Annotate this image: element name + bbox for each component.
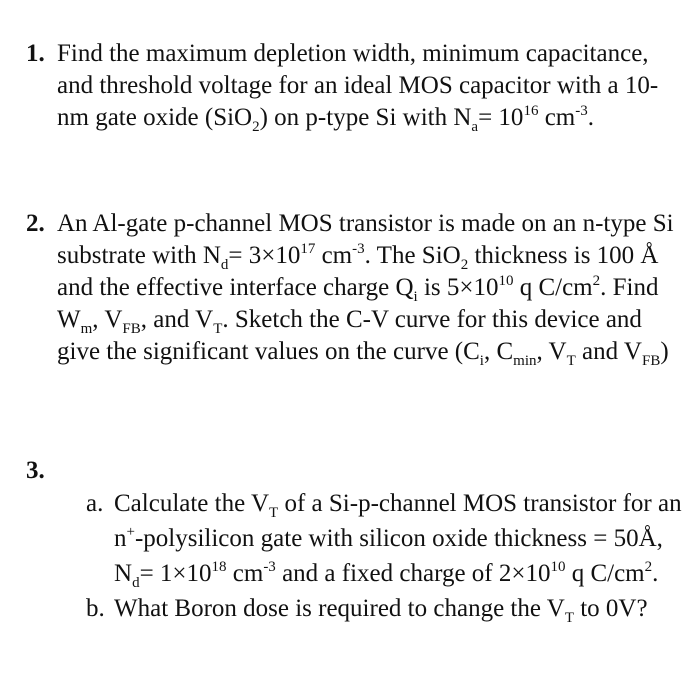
- part-a: a. Calculate the $V_T$ of a Si-p-channel MOS transistor for an n+-polysilicon gate with silicon oxide thickness = 50Å, $N_d= 1\times 10^{18}$ $cm^{-3}$ and a fixed charge of $2\times 10^{10}$ q $C/cm^2$.: [86, 486, 684, 591]
- problem-3-parts: [86, 486, 684, 626]
- problem-number: 3.: [26, 457, 45, 484]
- problem-number: 1.: [26, 40, 45, 67]
- problem-text: An Al-gate p-channel MOS transistor is made on an n-type Si substrate with $N_d= 3\times 10^{17}$ $cm^{-3}$. The SiO$_2$ thickness is 100 Å and the effective interface charge $Q_i$ is $5\times 10^{10}$ q $C/cm^2$. Find $W_m$, $V_{FB}$, and $V_T$. Sketch the C-V curve for this device and give the significant values on the curve ($C_i$, $C_{min}$, $V_T$ and $V_{FB}$): [57, 210, 674, 369]
- problem-2: [26, 208, 678, 368]
- part-b: b. What Boron dose is required to change the $V_T$ to 0V?: [86, 591, 684, 626]
- problem-number: 2.: [26, 210, 45, 237]
- part-label: a.: [86, 490, 104, 517]
- problem-text: Find the maximum depletion width, minimum capacitance, and threshold voltage for an ideal MOS capacitor with a 10-nm gate oxide (SiO$_2$) on p-type Si with $N_a= 10^{16}$ $cm^{-3}$.: [57, 40, 659, 135]
- problem-1: [26, 38, 678, 134]
- part-label: b.: [86, 595, 105, 622]
